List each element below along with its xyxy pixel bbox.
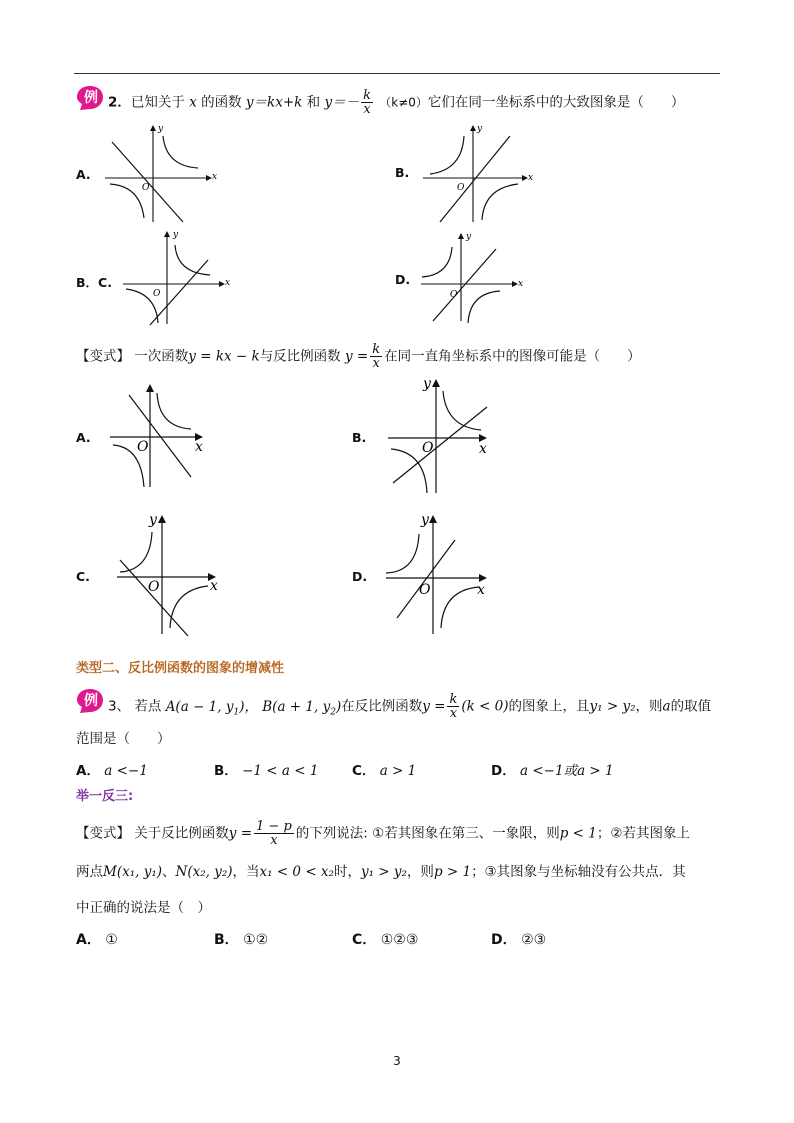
variant2-frac-num: 1 − p	[256, 819, 292, 834]
q3-text-e: 的取值	[670, 698, 712, 715]
q2-var-x: x	[189, 94, 197, 111]
q3-option-a	[76, 762, 148, 780]
q3-text-d: ，则	[635, 698, 663, 715]
q3-frac-den: x	[449, 706, 458, 721]
variant2-m-point: M(x₁, y₁)	[103, 864, 163, 880]
example-badge-q2	[76, 85, 104, 109]
variant2-text-b: 的下列说法: ①若其图象在第三、一象限，则	[295, 825, 560, 842]
q3-point-b	[262, 698, 342, 718]
variant2-option-b-label: B．	[214, 932, 239, 948]
q3-fraction	[447, 693, 459, 720]
variant1-text-a: 一次函数	[134, 348, 189, 365]
variant1-eq2-lhs: y =	[344, 348, 369, 365]
x-label: x	[479, 441, 487, 457]
q3-var-a: a	[662, 698, 671, 715]
q2-text-a: 已知关于	[130, 94, 185, 111]
x-label: x	[518, 279, 524, 289]
origin-label: O	[457, 183, 465, 193]
variant2-option-a	[76, 931, 118, 949]
variant2-eq-lhs: y =	[228, 825, 253, 842]
variant2-separator: 、	[162, 864, 176, 880]
origin-label: O	[153, 289, 161, 299]
q3-text-b: 在反比例函数	[341, 698, 423, 715]
variant1-eq1: y = kx − k	[188, 348, 260, 365]
q3-point-a-end: )，	[239, 698, 258, 715]
variant2-n-point: N(x₂, y₂)	[175, 864, 233, 880]
hyperbola-branch	[175, 245, 210, 275]
y-label: y	[477, 124, 483, 134]
linear-function-line	[393, 407, 487, 483]
hyperbola-branch	[441, 587, 479, 628]
variant2-option-d-label: D．	[491, 932, 517, 948]
y-label: y	[466, 232, 472, 242]
q2-text-d: 它们在同一坐标系中的大致图象是（ ）	[427, 94, 685, 111]
juyi-fansan-heading: 举一反三:	[76, 789, 134, 804]
q3-option-d-value: a <−1或a > 1	[520, 763, 614, 779]
q2-eq2-lhs: y＝－	[324, 94, 360, 111]
q3-option-b	[214, 762, 318, 780]
q3-point-a	[165, 698, 258, 718]
q2-option-b-label: B.	[395, 165, 410, 180]
q3-inequality: y₁ > y₂	[589, 698, 636, 715]
y-label: y	[173, 230, 179, 240]
variant2-stem-line1	[76, 820, 690, 847]
variant2-text-a: 关于反比例函数	[134, 825, 229, 842]
variant2-tag: 【变式】	[76, 825, 130, 842]
variant1-graph-b	[383, 375, 498, 497]
variant2-stem-line3: 中正确的说法是（ ）	[76, 900, 211, 916]
x-axis-arrow	[479, 574, 487, 582]
x-label: x	[210, 578, 218, 594]
hyperbola-branch	[482, 184, 518, 220]
q3-stem-line2: 范围是（ ）	[76, 731, 171, 747]
badge-text: 例	[84, 90, 98, 106]
variant2-fraction	[254, 820, 294, 847]
variant2-option-c-value: ①②③	[380, 932, 419, 948]
y-axis-arrow	[470, 125, 476, 131]
origin-label: O	[142, 183, 150, 193]
q3-option-b-value: −1 < a < 1	[242, 763, 319, 779]
q2-graph-b	[418, 122, 543, 227]
q3-text-a: 若点	[134, 698, 162, 715]
q3-point-a-main: A(a − 1, y	[165, 698, 234, 715]
q3-frac-num: k	[449, 692, 458, 707]
linear-function-line	[112, 142, 183, 222]
q3-eq-condition: (k < 0)	[461, 698, 509, 715]
q2-graph-d	[418, 229, 533, 329]
q2-eq1: y＝kx+k	[245, 94, 303, 111]
x-label: x	[225, 278, 231, 288]
origin-label: O	[450, 290, 458, 300]
y-axis-arrow	[429, 515, 437, 523]
q2-text-b: 的函数	[201, 94, 242, 111]
q2-option-d-label: D.	[395, 272, 411, 287]
variant2-option-c	[352, 931, 418, 949]
hyperbola-branch	[443, 391, 481, 430]
variant1-fraction	[370, 343, 382, 370]
q3-point-b-main: B(a + 1, y	[262, 698, 331, 715]
q2-stem	[108, 89, 684, 116]
variant1-graph-a	[107, 381, 217, 491]
y-axis-arrow	[146, 384, 154, 392]
q2-fraction	[361, 89, 373, 116]
hyperbola-branch	[110, 184, 144, 218]
variant2-option-d-value: ②③	[521, 932, 547, 948]
q2-graph-c	[120, 227, 235, 327]
q2-frac-den: x	[363, 102, 371, 117]
variant2-cond4: p > 1	[433, 864, 472, 880]
example-badge-q3	[76, 688, 104, 712]
variant1-tag: 【变式】	[76, 348, 130, 365]
q3-option-a-label: A．	[76, 763, 100, 779]
variant1-graph-c	[112, 510, 227, 638]
y-axis-arrow	[164, 231, 170, 237]
variant1-graph-d	[383, 510, 498, 638]
variant2-line2-a: 两点	[76, 864, 103, 880]
variant2-line2-b: ，当	[232, 864, 260, 880]
q3-option-d	[491, 762, 614, 780]
q2-option-c-label: B．C.	[76, 275, 112, 290]
variant2-cond1: p < 1	[559, 825, 597, 842]
variant2-option-b-value: ①②	[243, 932, 269, 948]
variant1-option-b-label: B.	[352, 430, 367, 445]
page-number: 3	[393, 1054, 401, 1068]
q3-point-b-sub: 2	[330, 707, 336, 718]
variant2-line2-e: ；③其图象与坐标轴没有公共点．其	[471, 864, 686, 880]
x-label: x	[528, 173, 534, 183]
hyperbola-branch	[422, 247, 452, 277]
y-label: y	[149, 512, 157, 528]
hyperbola-branch	[430, 136, 464, 174]
variant1-option-a-label: A.	[76, 430, 91, 445]
header-rule	[74, 73, 720, 74]
variant2-option-b	[214, 931, 268, 949]
q3-option-a-value: a <−1	[104, 763, 148, 779]
q3-option-c-value: a > 1	[379, 763, 417, 779]
variant2-cond2: x₁ < 0 < x₂	[259, 864, 334, 880]
variant2-frac-den: x	[270, 833, 278, 848]
variant2-option-a-label: A．	[76, 932, 101, 948]
origin-label: O	[422, 440, 434, 456]
x-label: x	[212, 172, 218, 182]
origin-label: O	[137, 439, 149, 455]
variant2-option-d	[491, 931, 546, 949]
y-label: y	[158, 124, 164, 134]
variant1-option-d-label: D.	[352, 569, 368, 584]
linear-function-line	[440, 136, 510, 222]
y-label: y	[421, 512, 429, 528]
x-label: x	[195, 439, 203, 455]
variant1-frac-den: x	[372, 356, 380, 371]
q2-graph-a	[100, 122, 225, 227]
variant2-cond3: y₁ > y₂	[360, 864, 407, 880]
q3-stem	[108, 693, 711, 721]
variant1-frac-num: k	[372, 342, 381, 357]
variant2-option-c-label: C．	[352, 932, 377, 948]
q3-option-c-label: C．	[352, 763, 376, 779]
linear-function-line	[120, 560, 188, 636]
y-axis-arrow	[458, 233, 464, 239]
q3-option-d-label: D．	[491, 763, 516, 779]
hyperbola-branch	[386, 534, 419, 573]
q3-number: 3、	[108, 698, 131, 715]
q2-option-a-label: A.	[76, 167, 91, 182]
y-label: y	[423, 376, 431, 392]
variant2-text-c: ；②若其图象上	[596, 825, 690, 842]
y-axis-arrow	[432, 379, 440, 387]
q3-option-c	[352, 762, 416, 780]
hyperbola-branch	[157, 393, 191, 429]
badge-text: 例	[84, 693, 98, 709]
q2-text-c: 和	[306, 94, 321, 111]
variant2-line2-d: ，则	[406, 864, 434, 880]
q3-point-b-end: )	[335, 698, 342, 715]
variant1-option-c-label: C.	[76, 569, 90, 584]
q3-eq-lhs: y =	[422, 698, 446, 715]
q2-frac-num: k	[363, 88, 371, 103]
section-title: 类型二、反比例函数的图象的增减性	[76, 661, 285, 676]
variant1-stem	[76, 343, 641, 370]
origin-label: O	[148, 579, 160, 595]
y-axis-arrow	[150, 125, 156, 131]
q2-number: 2．	[108, 94, 131, 111]
variant1-text-c: 在同一直角坐标系中的图像可能是（ ）	[384, 348, 641, 365]
variant2-line2-c: 时，	[333, 864, 361, 880]
variant2-option-a-value: ①	[105, 932, 118, 948]
x-label: x	[477, 582, 485, 598]
q3-text-c: 的图象上，且	[508, 698, 590, 715]
y-axis-arrow	[158, 515, 166, 523]
hyperbola-branch	[163, 136, 198, 168]
q3-option-b-label: B．	[214, 763, 238, 779]
linear-function-line	[433, 249, 496, 321]
q2-condition: （k≠0）	[379, 95, 428, 110]
q3-point-a-sub: 1	[233, 707, 240, 718]
hyperbola-branch	[468, 291, 500, 323]
variant1-text-b: 与反比例函数	[259, 348, 341, 365]
origin-label: O	[419, 582, 431, 598]
variant2-stem-line2	[76, 863, 686, 881]
